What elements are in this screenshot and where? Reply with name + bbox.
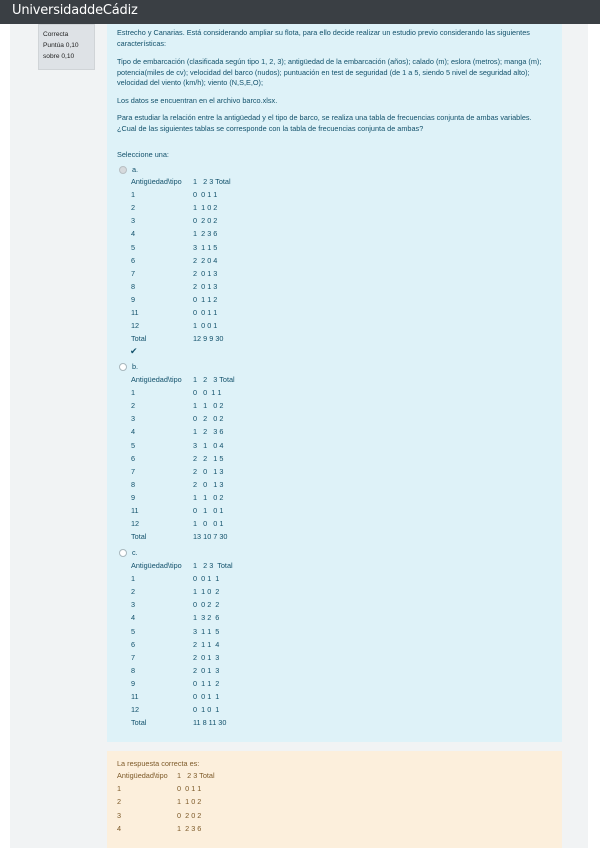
table-cell-label: 11 — [131, 308, 139, 317]
table-row — [131, 216, 391, 226]
table-cell-label: 12 — [131, 519, 140, 529]
table-row — [131, 679, 391, 689]
table-cell-label: 4 — [117, 823, 122, 833]
table-cell-values: 1 1 0 2 — [193, 587, 220, 597]
table-cell-label: Antigüedad\tipo — [131, 375, 182, 384]
table-cell-label: 11 — [131, 692, 139, 701]
table-row — [131, 574, 391, 584]
table-row — [131, 203, 391, 213]
table-row — [131, 692, 391, 702]
table-cell-label: 5 — [131, 440, 136, 450]
table-row — [131, 613, 391, 623]
table-cell-label: 5 — [131, 626, 136, 636]
table-row — [131, 427, 391, 437]
table-row — [131, 321, 391, 331]
question-text-panel — [107, 24, 562, 742]
table-cell-values: 2 0 1 3 — [193, 268, 218, 278]
table-cell-label: 6 — [131, 639, 136, 649]
table-cell-label: 4 — [131, 229, 136, 239]
table-cell-label: 2 — [131, 203, 136, 213]
table-cell-label: 3 — [131, 414, 136, 424]
table-cell-label: 2 — [131, 587, 136, 597]
table-row — [131, 653, 391, 663]
table-cell-values: 1 2 3 6 — [193, 427, 224, 437]
table-row — [131, 532, 391, 542]
table-cell-label: 1 — [131, 574, 136, 584]
table-cell-values: 3 1 1 5 — [193, 626, 220, 636]
table-cell-values: 2 0 1 3 — [193, 665, 220, 675]
table-cell-label: 11 — [131, 506, 139, 515]
table-row — [131, 467, 391, 477]
table-row — [131, 587, 391, 597]
table-cell-values: 1 2 3 6 — [193, 229, 218, 239]
select-prompt: Seleccione una: — [117, 150, 169, 159]
table-cell-values: 2 0 1 3 — [193, 479, 224, 489]
answer-row — [117, 824, 377, 834]
table-cell-values: 0 0 1 1 — [193, 388, 222, 398]
table-row — [131, 640, 391, 650]
table-cell-label: 9 — [131, 492, 136, 502]
table-row — [131, 519, 391, 529]
table-row — [131, 705, 391, 715]
table-header-row — [131, 177, 391, 187]
table-row — [131, 414, 391, 424]
table-cell-values: 2 2 0 4 — [193, 255, 218, 265]
table-cell-values: 1 1 0 2 — [193, 203, 218, 213]
table-cell-values: 2 0 1 3 — [193, 466, 224, 476]
table-cell-values: 2 1 1 4 — [193, 639, 220, 649]
table-cell-label: 5 — [131, 242, 136, 252]
site-brand[interactable]: UniversidaddeCádiz — [12, 3, 138, 18]
table-row — [131, 334, 391, 344]
table-cell-label: 2 — [117, 797, 122, 807]
correct-answer-title: La respuesta correcta es: — [117, 759, 200, 768]
option-b-radio[interactable] — [119, 363, 127, 371]
table-cell-label: 4 — [131, 613, 136, 623]
table-cell-label: 3 — [131, 216, 136, 226]
table-cell-values: 0 2 0 2 — [193, 414, 224, 424]
table-cell-label: 7 — [131, 466, 136, 476]
table-cell-label: 1 — [131, 388, 136, 398]
table-cell-label: Antigüedad\tipo — [117, 771, 168, 780]
answer-row — [117, 811, 377, 821]
table-cell-values: 0 0 1 1 — [177, 784, 202, 794]
table-row — [131, 441, 391, 451]
table-cell-label: 12 — [131, 705, 140, 715]
table-row — [131, 295, 391, 305]
table-cell-label: Antigüedad\tipo — [131, 561, 182, 570]
table-row — [131, 506, 391, 516]
table-cell-label: 6 — [131, 453, 136, 463]
table-cell-label: 7 — [131, 652, 136, 662]
question-status: Correcta — [43, 31, 69, 38]
table-row — [131, 282, 391, 292]
table-cell-values: 2 0 1 3 — [193, 281, 218, 291]
table-cell-values: 11 8 11 30 — [193, 718, 227, 728]
table-cell-label: 7 — [131, 268, 136, 278]
table-cell-values: 1 1 0 2 — [193, 401, 224, 411]
table-cell-label: 8 — [131, 281, 136, 291]
table-row — [131, 600, 391, 610]
answer-row — [117, 784, 377, 794]
table-cell-values: 0 2 0 2 — [177, 810, 202, 820]
table-row — [131, 718, 391, 728]
table-cell-values: 12 9 9 30 — [193, 334, 224, 344]
table-cell-values: 0 0 1 1 — [193, 190, 218, 200]
option-a-letter: a. — [132, 165, 139, 174]
table-cell-label: Total — [131, 532, 147, 542]
table-cell-label: 1 — [117, 784, 122, 794]
table-cell-values: 2 0 1 3 — [193, 652, 220, 662]
table-cell-values: 1 2 3 Total — [193, 177, 231, 186]
question-info-box — [38, 24, 95, 70]
table-row — [131, 190, 391, 200]
table-row — [131, 480, 391, 490]
option-a-radio[interactable] — [119, 166, 127, 174]
table-cell-values: 0 1 1 2 — [193, 294, 218, 304]
table-cell-values: 1 2 3 6 — [177, 823, 202, 833]
question-score-max: sobre 0,10 — [43, 53, 75, 60]
table-row — [131, 401, 391, 411]
table-cell-values: 1 0 0 1 — [193, 321, 218, 331]
question-paragraph-2: Tipo de embarcación (clasificada según tipo 1, 2, 3); antigüedad de la embarcación (años); calado (m); eslora (metros); manga (m); potencia(miles de cv); velocidad del barco (nudos); puntuación en test de seguridad (de 1 a 5, siendo 5 nivel de seguridad alto); velocidad del viento (km/h); viento (N,S,E,O); — [117, 57, 542, 87]
table-header-row — [131, 561, 391, 571]
table-cell-values: 0 0 1 1 — [193, 692, 220, 701]
table-row — [131, 308, 391, 318]
table-cell-values: 1 3 2 6 — [193, 613, 220, 623]
table-cell-values: 2 2 1 5 — [193, 453, 224, 463]
table-cell-label: 8 — [131, 479, 136, 489]
table-cell-values: 0 1 1 2 — [193, 678, 220, 688]
table-row — [131, 256, 391, 266]
table-cell-values: 3 1 1 5 — [193, 242, 218, 252]
table-row — [131, 666, 391, 676]
table-cell-label: 1 — [131, 190, 136, 200]
table-header-row — [131, 375, 391, 385]
table-cell-values: 1 1 0 2 — [177, 797, 202, 807]
table-cell-values: 0 2 0 2 — [193, 216, 218, 226]
table-cell-values: 0 0 1 1 — [193, 308, 218, 317]
table-cell-label: 8 — [131, 665, 136, 675]
question-score: Puntúa 0,10 — [43, 42, 79, 49]
table-cell-label: Total — [131, 334, 147, 344]
table-cell-values: 1 0 0 1 — [193, 519, 224, 529]
table-cell-label: 3 — [131, 600, 136, 610]
table-cell-values: 0 0 1 1 — [193, 574, 220, 584]
top-navbar — [0, 0, 600, 24]
correct-answer-panel — [107, 751, 562, 848]
table-row — [131, 229, 391, 239]
table-cell-values: 0 1 0 1 — [193, 506, 224, 515]
table-cell-label: Antigüedad\tipo — [131, 177, 182, 186]
table-row — [131, 454, 391, 464]
table-cell-label: 3 — [117, 810, 122, 820]
table-cell-values: 1 2 3 Total — [177, 771, 215, 780]
option-b-letter: b. — [132, 362, 139, 371]
table-row — [131, 269, 391, 279]
table-cell-values: 1 1 0 2 — [193, 492, 224, 502]
answer-header-row — [117, 771, 377, 781]
correct-check-icon: ✔ — [130, 346, 138, 356]
option-c-radio[interactable] — [119, 549, 127, 557]
table-row — [131, 388, 391, 398]
table-cell-values: 1 2 3 Total — [193, 375, 235, 384]
table-cell-label: 2 — [131, 401, 136, 411]
question-paragraph-1: Estrecho y Canarias. Está considerando ampliar su flota, para ello decide realizar un estudio previo considerando las siguientes características: — [117, 28, 530, 48]
table-cell-label: 6 — [131, 255, 136, 265]
question-paragraph-3: Los datos se encuentran en el archivo barco.xlsx. — [117, 96, 278, 105]
table-cell-values: 0 1 0 1 — [193, 705, 220, 715]
table-row — [131, 627, 391, 637]
table-cell-values: 3 1 0 4 — [193, 440, 224, 450]
table-cell-label: 9 — [131, 294, 136, 304]
table-cell-values: 0 0 2 2 — [193, 600, 220, 610]
table-row — [131, 493, 391, 503]
table-cell-label: 9 — [131, 678, 136, 688]
table-cell-values: 1 2 3 Total — [193, 561, 233, 570]
table-cell-values: 13 10 7 30 — [193, 532, 228, 542]
question-paragraph-4: Para estudiar la relación entre la antigüedad y el tipo de barco, se realiza una tabla de frecuencias conjunta de ambas variables. ¿Cual de las siguientes tablas se corresponde con la tabla de frecuencias conjunta de ambas? — [117, 113, 532, 133]
table-cell-label: Total — [131, 718, 147, 728]
table-cell-label: 12 — [131, 321, 140, 331]
table-row — [131, 243, 391, 253]
table-cell-label: 4 — [131, 427, 136, 437]
option-c-letter: c. — [132, 548, 138, 557]
answer-row — [117, 797, 377, 807]
